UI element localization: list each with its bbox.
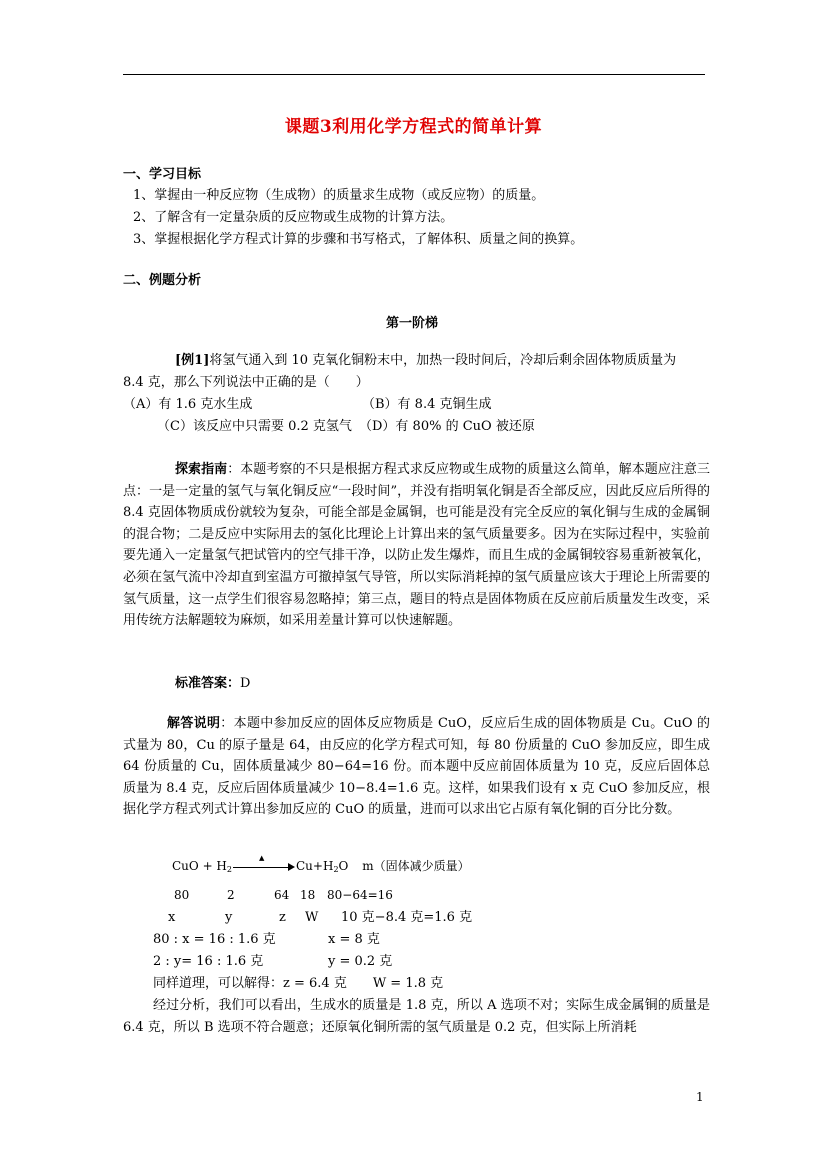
- page-number: 1: [696, 1090, 704, 1104]
- calc-line3: 同样道理，可以解得：z = 6.4 克 W = 1.8 克: [153, 976, 444, 991]
- answer-value: D: [240, 676, 251, 691]
- var-w: W: [305, 910, 319, 925]
- answer-label: 标准答案：: [175, 676, 241, 691]
- conclusion-text: 经过分析，我们可以看出，生成水的质量是 1.8 克，所以 A 选项不对；实际生成金属铜的质量是 6.4 克，所以 B 选项不符合题意；还原氧化铜所需的氢气质量是 0.2 克，但实际上所消耗: [123, 998, 710, 1035]
- subheading-step1: 第一阶梯: [386, 316, 439, 331]
- equation-right: Cu+H: [296, 859, 334, 873]
- ratio-18: 18: [300, 888, 316, 902]
- option-c: （C）该反应中只需要 0.2 克氢气: [157, 419, 352, 434]
- option-d: （D）有 80% 的 CuO 被还原: [359, 419, 535, 434]
- example1-line2: 8.4 克，那么下列说法中正确的是（ ）: [123, 375, 369, 390]
- example1-line1: [175, 352, 676, 370]
- calc-line2-b: y = 0.2 克: [328, 954, 393, 969]
- conclusion-paragraph: [123, 995, 710, 1038]
- ratio-diff: 80−64=16: [327, 888, 393, 902]
- guide-paragraph: [123, 459, 710, 632]
- objective-2: 2、了解含有一定量杂质的反应物或生成物的计算方法。: [133, 210, 454, 225]
- option-a: （A）有 1.6 克水生成: [123, 397, 253, 412]
- objective-1: 1、掌握由一种反应物（生成物）的质量求生成物（或反应物）的质量。: [133, 188, 545, 203]
- page-title: 课题3利用化学方程式的简单计算: [284, 117, 543, 137]
- explain-label: 解答说明: [167, 716, 221, 731]
- explain-text: ：本题中参加反应的固体反应物质是 CuO，反应后生成的固体物质是 Cu。CuO 的式量为 80，Cu 的原子量是 64，由反应的化学方程式可知，每 80 份质量的 CuO 参加反应，即生成 64 份质量的 Cu，固体质量减少 80−64=16 份。而本题中反应前固体质量为 10 克，反应后固体总质量为 8.4 克，反应后固体质量减少 10−8.4=1.6 克。这样，如果我们设有 x 克 CuO 参加反应，根据化学方程式列式计算出参加反应的 CuO 的质量，进而可以求出它占原有氧化铜的百分比分数。: [123, 716, 710, 818]
- answer-line: [175, 675, 250, 693]
- equation-right-end: O: [338, 859, 349, 873]
- mass-diff: 10 克−8.4 克=1.6 克: [341, 910, 473, 925]
- option-b: （B）有 8.4 克铜生成: [362, 397, 492, 412]
- calc-line1-a: 80 : x = 16 : 1.6 克: [153, 932, 276, 947]
- section1-heading: 一、学习目标: [123, 167, 202, 182]
- header-rule: [123, 74, 705, 75]
- h2-subscript: 2: [226, 865, 232, 874]
- calc-line2-a: 2 : y= 16 : 1.6 克: [153, 954, 264, 969]
- example1-label: [例1]: [175, 353, 210, 368]
- equation-line: [172, 853, 470, 879]
- guide-label: 探索指南: [175, 462, 228, 477]
- h2o-subscript: 2: [333, 865, 339, 874]
- var-z: z: [279, 910, 286, 925]
- calc-line1-b: x = 8 克: [328, 932, 380, 947]
- heat-symbol: ▲: [259, 853, 265, 862]
- ratio-2: 2: [227, 888, 235, 902]
- var-y: y: [225, 910, 233, 925]
- objective-3: 3、掌握根据化学方程式计算的步骤和书写格式，了解体积、质量之间的换算。: [133, 232, 584, 247]
- equation-note: m（固体减少质量）: [362, 859, 470, 873]
- explain-paragraph: [123, 713, 710, 821]
- ratio-64: 64: [274, 888, 290, 902]
- equation-left: CuO + H: [172, 859, 227, 873]
- guide-text: ：本题考察的不只是根据方程式求反应物或生成物的质量这么简单，解本题应注意三点：一是一定量的氢气与氧化铜反应“一段时间”，并没有指明氧化铜是否全部反应，因此反应后所得的 8.4 克固体物质成份就较为复杂，可能全部是金属铜，也可能是没有完全反应的氧化铜与生成的金属铜的混合物；二是反应中实际用去的氢化比理论上计算出来的氢气质量要多。因为在实际过程中，实验前要先通入一定量氢气把试管内的空气排干净，以防止发生爆炸，而且生成的金属铜较容易重新被氧化，必须在氢气流中冷却直到室温方可撤掉氢气导管，所以实际消耗掉的氢气质量应该大于理论上所需要的氢气质量，这一点学生们很容易忽略掉；第三点，题目的特点是固体物质在反应前后质量发生改变，采用传统方法解题较为麻烦，如采用差量计算可以快速解题。: [123, 462, 710, 629]
- var-x: x: [168, 910, 176, 925]
- section2-heading: 二、例题分析: [123, 273, 202, 288]
- example1-text1: 将氢气通入到 10 克氧化铜粉末中，加热一段时间后，冷却后剩余固体物质质量为: [209, 353, 677, 368]
- ratio-80: 80: [174, 888, 190, 902]
- reaction-arrow-icon: [233, 853, 295, 872]
